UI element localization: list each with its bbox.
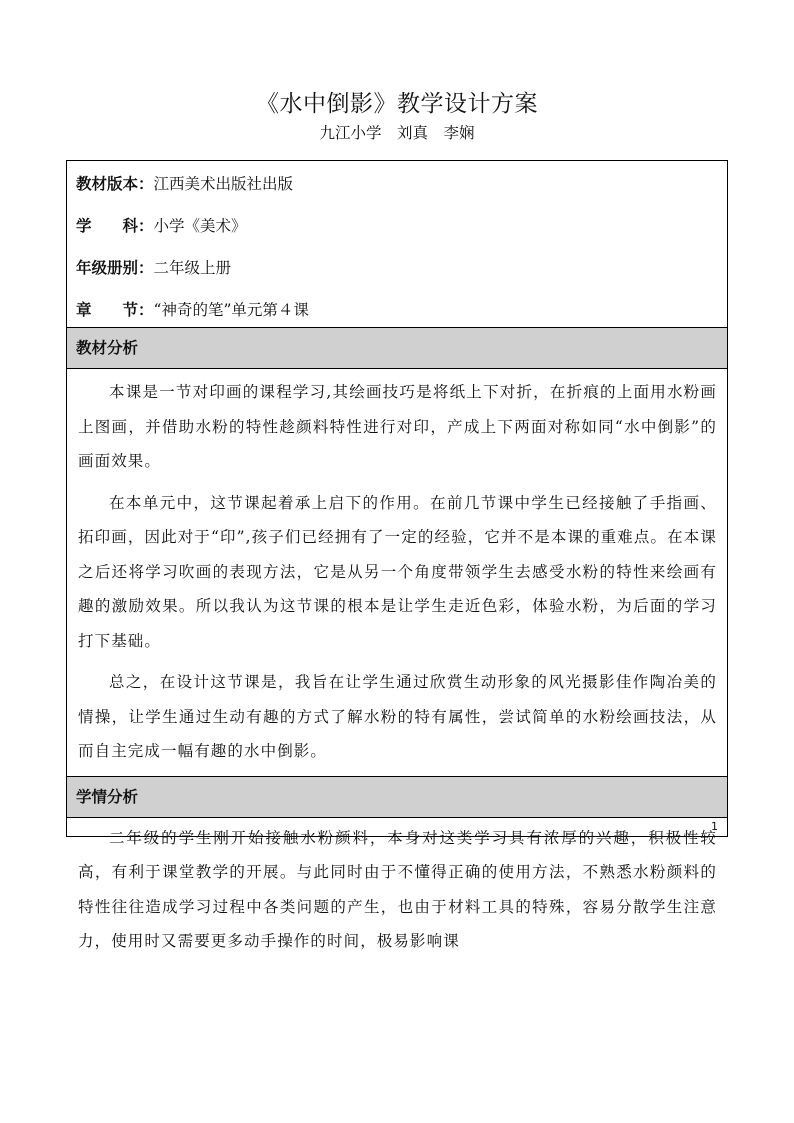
info-value: “神奇的笔”单元第４课 [153, 301, 309, 319]
info-row-edition [76, 170, 727, 212]
info-value: 小学《美术》 [153, 217, 247, 235]
info-label: 章 节： [76, 301, 154, 319]
section-heading-textbook-analysis: 教材分析 [67, 328, 727, 369]
info-label: 年级册别： [76, 259, 154, 277]
info-row-grade [76, 254, 727, 296]
info-value: 二年级上册 [153, 259, 232, 277]
document-authors: 九江小学 刘真 李娴 [319, 124, 475, 142]
basic-info-block [67, 161, 727, 328]
section-body-textbook-analysis [67, 369, 727, 777]
section-body-student-analysis [67, 818, 727, 959]
paragraph: 本课是一节对印画的课程学习,其绘画技巧是将纸上下对折，在折痕的上面用水粉画上图画，并借助水粉的特性趁颜料特性进行对印，产成上下两面对称如同“水中倒影”的画面效果。 [78, 383, 717, 470]
paragraph: 在本单元中，这节课起着承上启下的作用。在前几节课中学生已经接触了手指画、拓印画，因此对于“印”,孩子们已经拥有了一定的经验，它并不是本课的重难点。在本课之后还将学习吹画的表现方法，它是从另一个角度带领学生去感受水粉的特性来绘画有趣的激励效果。所以我认为这节课的根本是让学生走近色彩，体验水粉，为后面的学习打下基础。 [78, 493, 717, 650]
info-label: 教材版本： [76, 175, 154, 193]
info-label: 学 科： [76, 217, 154, 235]
paragraph: 总之，在设计这节课是，我旨在让学生通过欣赏生动形象的风光摄影佳作陶冶美的情操，让学生通过生动有趣的方式了解水粉的特有属性，尝试简单的水粉绘画技法，从而自主完成一幅有趣的水中倒影。 [78, 673, 717, 760]
section-heading-student-analysis: 学情分析 [67, 777, 727, 818]
info-value: 江西美术出版社出版 [153, 175, 294, 193]
document-title: 《水中倒影》教学设计方案 [256, 91, 538, 117]
page-number: 1 [711, 820, 718, 833]
lesson-plan-table [66, 160, 728, 950]
info-row-subject [76, 212, 727, 254]
paragraph: 二年级的学生刚开始接触水粉颜料，本身对这类学习具有浓厚的兴趣，积极性较高，有利于课堂教学的开展。与此同时由于不懂得正确的使用方法，不熟悉水粉颜料的特性往往造成学习过程中各类问题的产生，也由于材料工具的特殊，容易分散学生注意力，使用时又需要更多动手操作的时间，极易影响课 [78, 828, 717, 950]
